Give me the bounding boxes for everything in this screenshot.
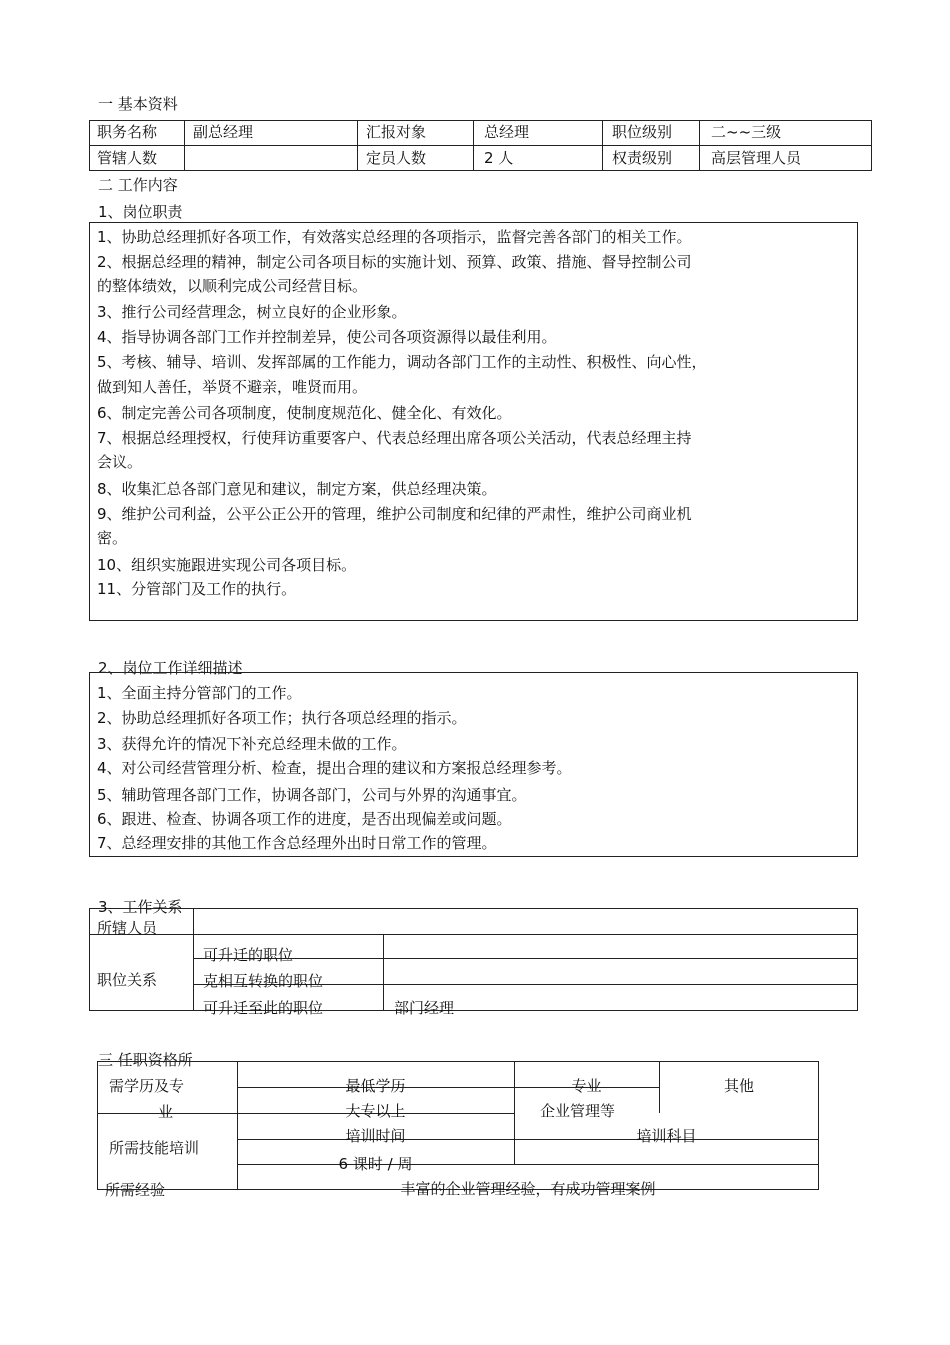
duty-line: 密。 xyxy=(97,529,128,547)
min-education-value: 大专以上 xyxy=(345,1102,406,1120)
duty-line: 4、指导协调各部门工作并控制差异，使公司各项资源得以最佳利用。 xyxy=(97,328,557,346)
duty-line: 的整体绩效，以顺利完成公司经营目标。 xyxy=(97,277,368,295)
duties-title: 1、岗位职责 xyxy=(98,203,183,221)
promote-to-label: 可升迁的职位 xyxy=(203,946,294,964)
detail-line: 7、总经理安排的其他工作含总经理外出时日常工作的管理。 xyxy=(97,834,497,852)
other-header: 其他 xyxy=(723,1077,754,1095)
position-relations-label: 职位关系 xyxy=(97,971,158,989)
detail-line: 3、获得允许的情况下补充总经理未做的工作。 xyxy=(97,735,407,753)
headcount-label: 定员人数 xyxy=(366,149,427,167)
duty-line: 2、根据总经理的精神，制定公司各项目标的实施计划、预算、政策、措施、督导控制公司 xyxy=(97,253,692,271)
section2-heading: 二 工作内容 xyxy=(98,176,178,194)
subordinates-label: 所辖人员 xyxy=(97,919,158,937)
duty-line: 11、分管部门及工作的执行。 xyxy=(97,580,297,598)
authority-level-value: 高层管理人员 xyxy=(711,149,802,167)
relations-title: 3、工作关系 xyxy=(98,898,183,916)
duty-line: 10、组织实施跟进实现公司各项目标。 xyxy=(97,556,357,574)
section3-heading: 三 任职资格所 xyxy=(98,1051,193,1069)
min-education-header: 最低学历 xyxy=(345,1077,406,1095)
detail-line: 6、跟进、检查、协调各项工作的进度，是否出现偏差或问题。 xyxy=(97,810,512,828)
education-label-cont: 业 xyxy=(158,1103,174,1121)
training-label: 所需技能培训 xyxy=(109,1139,200,1157)
duty-line: 8、收集汇总各部门意见和建议，制定方案，供总经理决策。 xyxy=(97,480,497,498)
promote-from-value: 部门经理 xyxy=(394,999,455,1017)
reports-to-label: 汇报对象 xyxy=(366,123,427,141)
detail-line: 2、协助总经理抓好各项工作；执行各项总经理的指示。 xyxy=(97,709,467,727)
duty-line: 1、协助总经理抓好各项工作，有效落实总经理的各项指示，监督完善各部门的相关工作。 xyxy=(97,228,692,246)
authority-level-label: 权责级别 xyxy=(612,149,673,167)
duty-line: 7、根据总经理授权，行使拜访重要客户、代表总经理出席各项公关活动，代表总经理主持 xyxy=(97,429,692,447)
duty-line: 做到知人善任，举贤不避亲，唯贤而用。 xyxy=(97,378,368,396)
duty-line: 6、制定完善公司各项制度，使制度规范化、健全化、有效化。 xyxy=(97,404,512,422)
duty-line: 5、考核、辅导、培训、发挥部属的工作能力，调动各部门工作的主动性、积极性、向心性， xyxy=(97,353,707,371)
promote-from-label: 可升迁至此的职位 xyxy=(203,999,324,1017)
job-title-value: 副总经理 xyxy=(193,123,254,141)
reports-to-value: 总经理 xyxy=(484,123,530,141)
detail-line: 5、辅助管理各部门工作，协调各部门，公司与外界的沟通事宜。 xyxy=(97,786,527,804)
section1-heading: 一 基本资料 xyxy=(98,95,178,113)
experience-value: 丰富的企业管理经验，有成功管理案例 xyxy=(400,1180,656,1198)
rotate-label: 克相互转换的职位 xyxy=(203,972,324,990)
experience-label: 所需经验 xyxy=(105,1181,166,1199)
details-title: 2、岗位工作详细描述 xyxy=(98,659,243,677)
headcount-value: 2 人 xyxy=(484,149,514,167)
training-subject-header: 培训科目 xyxy=(636,1127,697,1145)
education-label: 需学历及专 xyxy=(109,1077,185,1095)
major-header: 专业 xyxy=(571,1077,602,1095)
position-level-label: 职位级别 xyxy=(612,123,673,141)
detail-line: 4、对公司经营管理分析、检查，提出合理的建议和方案报总经理参考。 xyxy=(97,759,572,777)
training-time-value: 6 课时 / 周 xyxy=(338,1155,413,1173)
managed-count-label: 管辖人数 xyxy=(97,149,158,167)
major-value: 企业管理等 xyxy=(540,1102,616,1120)
training-time-header: 培训时间 xyxy=(345,1127,406,1145)
duty-line: 会议。 xyxy=(97,453,143,471)
job-title-label: 职务名称 xyxy=(97,123,158,141)
duty-line: 3、推行公司经营理念，树立良好的企业形象。 xyxy=(97,303,407,321)
duty-line: 9、维护公司利益，公平公正公开的管理，维护公司制度和纪律的严肃性，维护公司商业机 xyxy=(97,505,692,523)
detail-line: 1、全面主持分管部门的工作。 xyxy=(97,684,302,702)
position-level-value: 二~~三级 xyxy=(711,123,782,141)
